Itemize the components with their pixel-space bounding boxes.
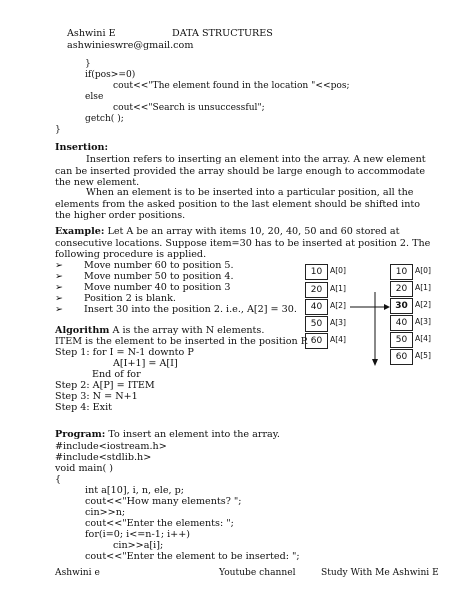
algorithm-line: Step 2: A[P] = ITEM [55, 380, 155, 391]
algorithm-line: ITEM is the element to be inserted in the position P. [55, 336, 309, 347]
program-line: cin>>a[i]; [113, 540, 164, 551]
bullet-icon: ➢ [55, 282, 64, 293]
example-label: Example: [55, 226, 105, 237]
bullet-icon: ➢ [55, 293, 64, 304]
bullet-icon: ➢ [55, 260, 64, 271]
algorithm-line: Step 3: N = N+1 [55, 391, 138, 402]
array-after-index: A[3] [415, 317, 431, 326]
array-after-cell: 40 [390, 315, 413, 331]
array-after-cell: 50 [390, 332, 413, 348]
array-before-cell: 50 [305, 316, 328, 332]
arrow-down-icon [372, 359, 378, 366]
program-line: #include<stdlib.h> [55, 452, 152, 463]
program-line: int a[10], i, n, ele, p; [85, 485, 185, 496]
code-line: if(pos>=0) [85, 70, 136, 80]
program-line: cout<<"Enter the elements: "; [85, 518, 234, 529]
footer-left: Ashwini e [55, 568, 100, 578]
array-before-cell: 10 [305, 264, 328, 280]
step-item: Move number 50 to position 4. [84, 271, 234, 282]
footer-center: Youtube channel [219, 568, 296, 578]
insertion-heading: Insertion: [55, 142, 109, 153]
algorithm-line: End of for [92, 369, 141, 380]
program-line: cin>>n; [85, 507, 126, 518]
array-before-index: A[1] [330, 284, 346, 293]
program-line: cout<<"How many elements? "; [85, 496, 242, 507]
code-line: } [85, 59, 91, 69]
code-line: else [85, 92, 104, 102]
array-before-index: A[0] [330, 266, 346, 275]
array-before-index: A[2] [330, 301, 346, 310]
array-after-index: A[1] [415, 283, 431, 292]
array-after-index: A[5] [415, 351, 431, 360]
step-item: Position 2 is blank. [84, 293, 176, 304]
algorithm-intro [55, 325, 264, 336]
program-line: { [55, 474, 62, 485]
algorithm-line: Step 4: Exit [55, 402, 113, 413]
program-line: void main( ) [55, 463, 114, 474]
array-before-index: A[4] [330, 335, 346, 344]
array-after-cell: 20 [390, 281, 413, 297]
algorithm-label: Algorithm [55, 325, 110, 336]
program-line: cout<<"Enter the element to be inserted: "; [85, 551, 300, 562]
array-before-index: A[3] [330, 318, 346, 327]
array-before-cell: 20 [305, 282, 328, 298]
program-line: #include<iostream.h> [55, 441, 167, 452]
header-author: Ashwini E [67, 28, 116, 39]
example-paragraph [55, 226, 431, 261]
bullet-icon: ➢ [55, 304, 64, 315]
bullet-icon: ➢ [55, 271, 64, 282]
program-label: Program: [55, 429, 106, 440]
code-line: cout<<"Search is unsuccessful"; [113, 103, 265, 113]
code-line: getch( ); [85, 114, 124, 124]
algorithm-intro-text: A is the array with N elements. [112, 325, 265, 336]
footer-right: Study With Me Ashwini E [321, 568, 439, 578]
program-desc: To insert an element into the array. [108, 429, 280, 440]
program-intro [55, 429, 280, 440]
array-after-cell: 10 [390, 264, 413, 280]
step-item: Move number 40 to position 3 [84, 282, 231, 293]
array-after-index: A[4] [415, 334, 431, 343]
program-line: for(i=0; i<=n-1; i++) [85, 529, 190, 540]
header-subject: DATA STRUCTURES [172, 28, 273, 39]
array-before-cell: 40 [305, 299, 328, 315]
example-text: Let A be an array with items 10, 20, 40, 50 and 60 stored at consecutive locations. Suppose item=30 has to be inserted at position 2. The following procedure is applied. [55, 226, 431, 260]
array-after-index: A[0] [415, 266, 431, 275]
insertion-paragraph-1: Insertion refers to inserting an element into the array. A new element can be inserted provided the array should be large enough to accommodate the new element. [55, 154, 426, 188]
header-email: ashwinieswre@gmail.com [67, 40, 194, 51]
diagram-arrows [348, 290, 392, 370]
insertion-paragraph-2: When an element is to be inserted into a particular position, all the elements from the asked position to the last element should be shifted into the higher order positions. [55, 187, 421, 221]
array-after-index: A[2] [415, 300, 431, 309]
code-line: } [55, 125, 61, 135]
array-before-cell: 60 [305, 333, 328, 349]
array-after-cell-inserted: 30 [390, 298, 413, 314]
code-line: cout<<"The element found in the location "<<pos; [113, 81, 350, 91]
step-item: Move number 60 to position 5. [84, 260, 234, 271]
algorithm-line: A[I+1] = A[I] [113, 358, 178, 369]
step-item: Insert 30 into the position 2. i.e., A[2] = 30. [84, 304, 297, 315]
algorithm-line: Step 1: for I = N-1 downto P [55, 347, 194, 358]
array-after-cell: 60 [390, 349, 413, 365]
